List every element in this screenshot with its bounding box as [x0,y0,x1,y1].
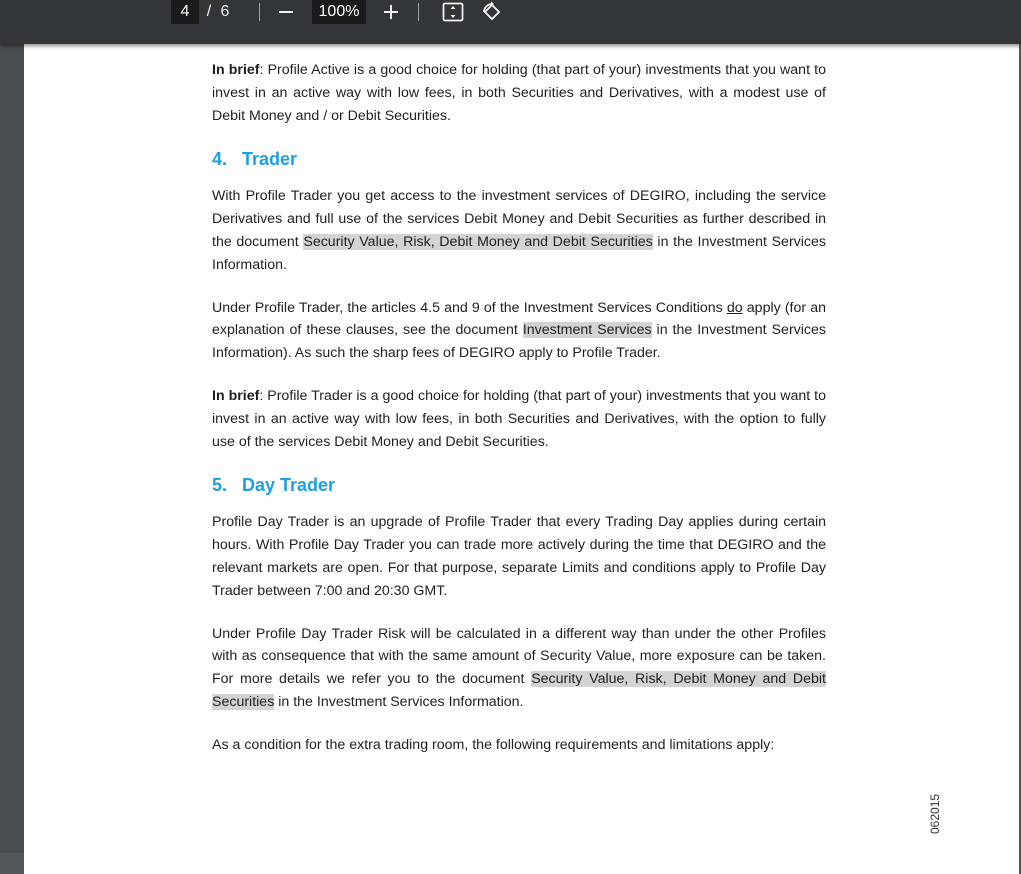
pdf-toolbar [0,0,1021,44]
zoom-out-button[interactable] [274,0,298,24]
section-heading-day-trader: 5. Day Trader [212,475,336,496]
zoom-in-button[interactable] [379,0,403,24]
paragraph: Profile Day Trader is an upgrade of Profile Trader that every Trading Day applies during certain hours. With Profile Day Trader you can trade more actively during the time that DEGIRO and the relevant markets are open. For that purpose, separate Limits and conditions apply to Profile Day Trader between 7:00 and 20:30 GMT. [212,514,826,599]
paragraph: In brief: Profile Active is a good choice for holding (that part of your) investments that you want to invest in an active way with low fees, in both Securities and Derivatives, with a modest use of Debit Money and / or Debit Securities. [212,62,826,124]
paragraph: In brief: Profile Trader is a good choice for holding (that part of your) investments that you want to invest in an active way with low fees, in both Securities and Derivatives, with the option to fully use of the services Debit Money and Debit Securities. [212,387,827,450]
zoom-level-input[interactable]: 100% [312,0,366,24]
plus-icon [383,4,399,20]
section-heading-trader: 4. Trader [212,149,298,170]
toolbar-divider [418,3,419,21]
fit-page-icon [442,2,464,22]
paragraph: Under Profile Day Trader Risk will be calculated in a different way than under the other Profiles with as consequence that with the same amount of Security Value, more exposure can be taken. For more details we refer you to the document Security Value, Risk, Debit Money and Debit Securities in the Investment Services Information. [212,625,826,710]
page-separator: / [206,3,212,20]
pdf-page [24,44,1019,874]
page-content [212,59,826,757]
fit-page-button[interactable] [440,0,466,24]
document-link[interactable]: Investment Services [522,322,652,339]
toolbar-divider [259,3,260,21]
rotate-icon [480,0,504,24]
paragraph: Under Profile Trader, the articles 4.5 and 9 of the Investment Services Conditions do apply (for an explanation of these clauses, see the document Investment Services in the Investment Services Information). As such the sharp fees of DEGIRO apply to Profile Trader. [212,299,827,362]
page-number-input[interactable]: 4 [171,0,199,24]
document-link[interactable]: Security Value, Risk, Debit Money and Debit Securities [212,671,826,710]
document-code: 062015 [928,793,942,834]
paragraph: With Profile Trader you get access to the investment services of DEGIRO, including the service Derivatives and full use of the services Debit Money and Debit Securities as further described in the document Security Value, Risk, Debit Money and Debit Securities in the Investment Services Information. [212,188,826,273]
paragraph: As a condition for the extra trading room, the following requirements and limitations apply: [212,736,775,753]
document-link[interactable]: Security Value, Risk, Debit Money and Debit Securities [303,233,653,250]
minus-icon [278,4,294,20]
left-gutter [0,44,24,853]
total-pages: 6 [220,3,230,20]
rotate-button[interactable] [479,0,505,24]
